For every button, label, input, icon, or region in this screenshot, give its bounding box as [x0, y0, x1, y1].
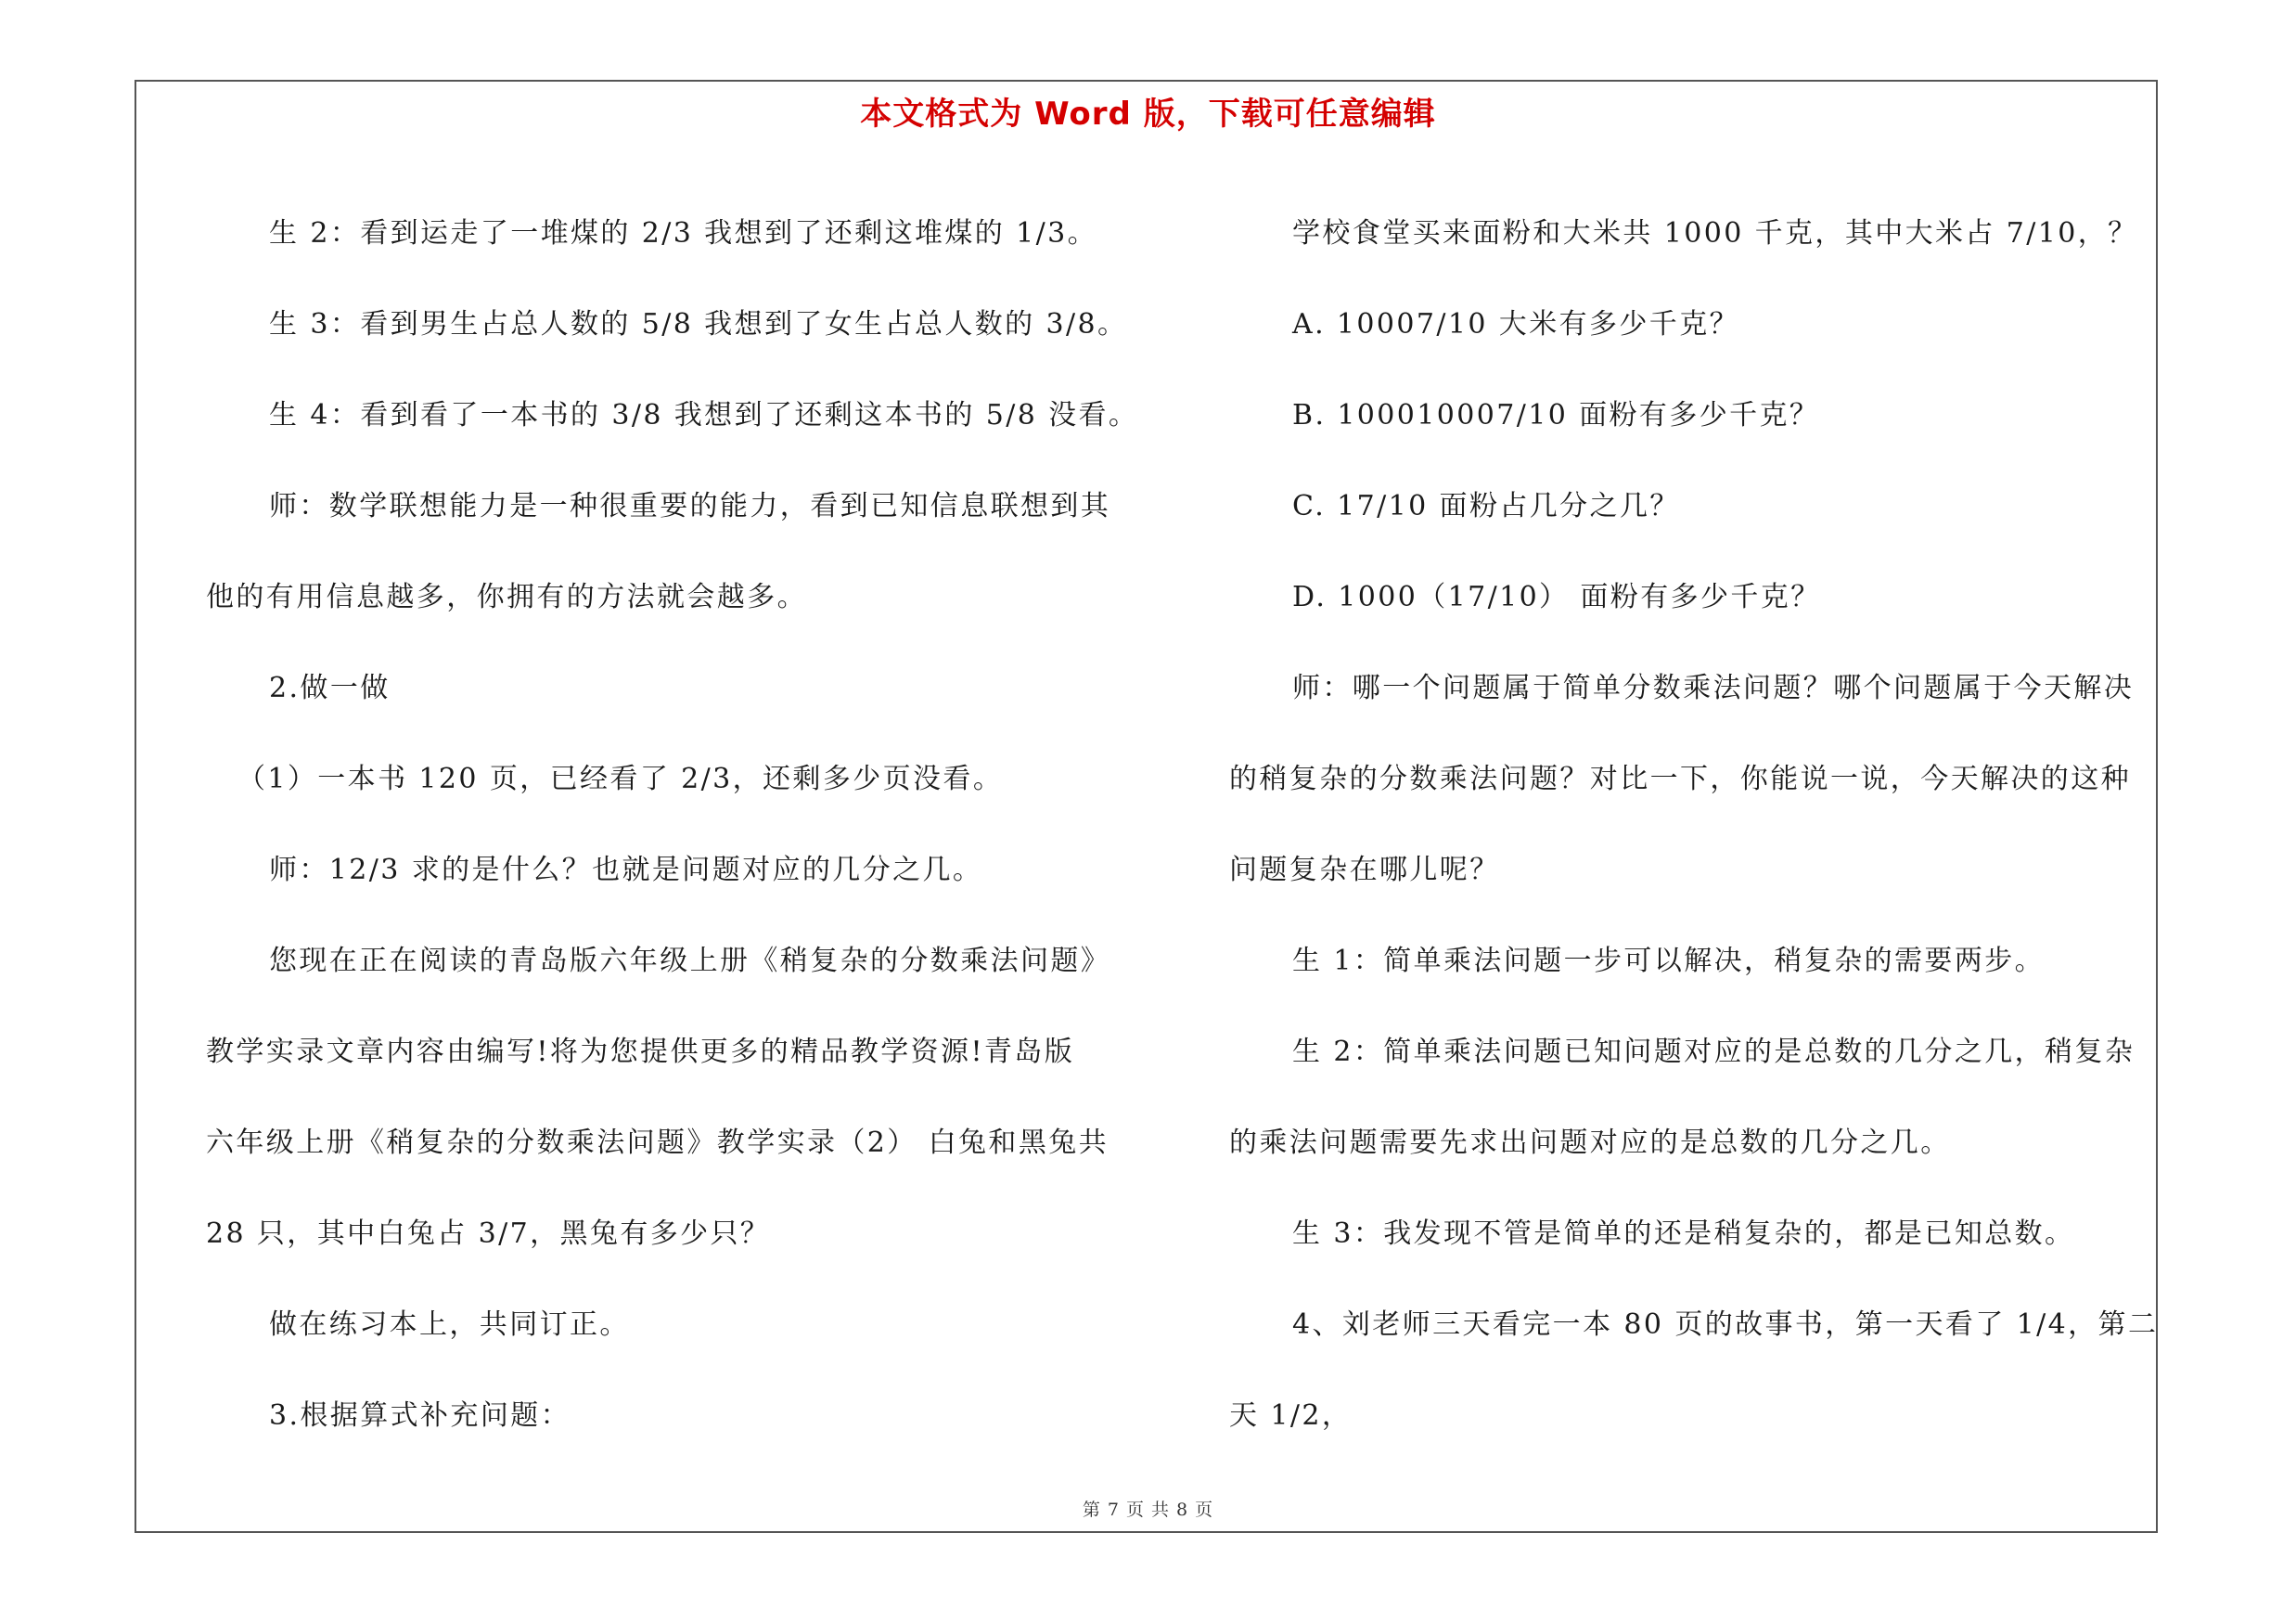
right-line-6: 师：哪一个问题属于简单分数乘法问题？哪个问题属于今天解决	[1292, 672, 2135, 704]
right-line-8: 问题复杂在哪儿呢？	[1229, 854, 1500, 886]
right-line-14: 天 1/2，	[1229, 1399, 1353, 1432]
right-line-4: C. 17/10 面粉占几分之几？	[1292, 490, 1680, 522]
left-line-1: 生 2：看到运走了一堆煤的 2/3 我想到了还剩这堆煤的 1/3。	[269, 217, 1097, 250]
left-line-5: 他的有用信息越多，你拥有的方法就会越多。	[206, 581, 807, 613]
left-line-2: 生 3：看到男生占总人数的 5/8 我想到了女生占总人数的 3/8。	[269, 308, 1128, 341]
right-line-2: A. 10007/10 大米有多少千克？	[1292, 308, 1739, 341]
left-line-7: （1）一本书 120 页，已经看了 2/3，还剩多少页没看。	[237, 763, 1004, 795]
left-line-6: 2.做一做	[269, 672, 391, 704]
left-line-10: 教学实录文章内容由编写!将为您提供更多的精品教学资源!青岛版	[206, 1036, 1075, 1068]
left-line-3: 生 4：看到看了一本书的 3/8 我想到了还剩这本书的 5/8 没看。	[269, 399, 1139, 432]
right-line-5: D. 1000（17/10） 面粉有多少千克？	[1292, 581, 1821, 613]
right-line-12: 生 3：我发现不管是简单的还是稍复杂的，都是已知总数。	[1292, 1217, 2075, 1250]
right-line-7: 的稍复杂的分数乘法问题？对比一下，你能说一说，今天解决的这种	[1229, 763, 2131, 795]
left-line-9: 您现在正在阅读的青岛版六年级上册《稍复杂的分数乘法问题》	[269, 945, 1111, 977]
format-banner: 本文格式为 Word 版，下载可任意编辑	[860, 96, 1436, 133]
left-line-4: 师：数学联想能力是一种很重要的能力，看到已知信息联想到其	[269, 490, 1111, 522]
left-line-11: 六年级上册《稍复杂的分数乘法问题》教学实录（2） 白兔和黑兔共	[206, 1127, 1110, 1159]
left-line-8: 师：12/3 求的是什么？也就是问题对应的几分之几。	[269, 854, 983, 886]
left-line-12: 28 只，其中白兔占 3/7，黑兔有多少只？	[206, 1217, 771, 1250]
right-column	[1229, 188, 2157, 1462]
right-line-9: 生 1：简单乘法问题一步可以解决，稍复杂的需要两步。	[1292, 945, 2046, 977]
page-number: 第 7 页 共 8 页	[1082, 1500, 1214, 1520]
right-line-3: B. 100010007/10 面粉有多少千克？	[1292, 399, 1820, 432]
right-line-10: 生 2：简单乘法问题已知问题对应的是总数的几分之几，稍复杂	[1292, 1036, 2136, 1068]
left-line-14: 3.根据算式补充问题：	[269, 1399, 571, 1432]
right-line-13: 4、刘老师三天看完一本 80 页的故事书，第一天看了 1/4，第二	[1292, 1308, 2159, 1341]
right-line-1: 学校食堂买来面粉和大米共 1000 千克，其中大米占 7/10，？	[1292, 217, 2138, 250]
left-column	[206, 188, 1152, 1462]
right-line-11: 的乘法问题需要先求出问题对应的是总数的几分之几。	[1229, 1127, 1951, 1159]
left-line-13: 做在练习本上，共同订正。	[269, 1308, 630, 1341]
